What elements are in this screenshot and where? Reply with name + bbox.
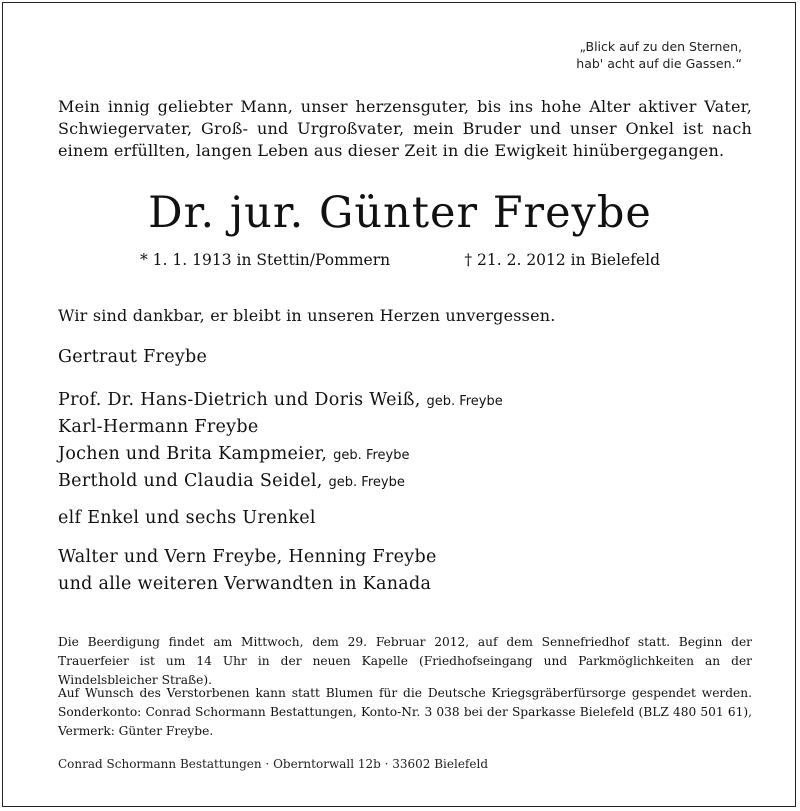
mourner-name: Karl-Hermann Freybe [58, 417, 259, 437]
life-dates [140, 251, 660, 269]
mourner-line [58, 414, 503, 441]
donation-info: Auf Wunsch des Verstorbenen kann statt Blumen für die Deutsche Kriegsgräberfürsorge gespendet werden. Sonderkonto: Conrad Schormann Bestattungen, Konto-Nr. 3 038 bei der Sparkasse Bielefeld (BLZ 480 501 61), Vermerk: Günter Freybe. [58, 686, 752, 738]
spacer [58, 495, 503, 505]
relatives-line-2: und alle weiteren Verwandten in Kanada [58, 574, 432, 594]
spacer [58, 532, 503, 544]
widow-name: Gertraut Freybe [58, 347, 208, 367]
mourner-line [58, 387, 503, 414]
mourners-list [58, 344, 503, 598]
maiden-name-note: geb. Freybe [328, 475, 405, 490]
death-date: † 21. 2. 2012 in Bielefeld [464, 251, 660, 269]
funeral-info: Die Beerdigung findet am Mittwoch, dem 29. Februar 2012, auf dem Sennefriedhof statt. Beginn der Trauerfeier ist um 14 Uhr in der neuen Kapelle (Friedhofseingang und Parkmöglichkeiten an der Windelsbleicher Straße). [58, 635, 752, 687]
maiden-name-note: geb. Freybe [333, 448, 410, 463]
funeral-home-footer: Conrad Schormann Bestattungen · Oberntorwall 12b · 33602 Bielefeld [58, 757, 488, 771]
thanks-text: Wir sind dankbar, er bleibt in unseren Herzen unvergessen. [58, 306, 556, 325]
relatives-line-1: Walter und Vern Freybe, Henning Freybe [58, 547, 437, 567]
mourner-line [58, 441, 503, 468]
grandchildren-line: elf Enkel und sechs Urenkel [58, 508, 316, 528]
mourner-name: Berthold und Claudia Seidel, [58, 471, 323, 491]
motto-quote [576, 38, 742, 72]
motto-line-2: hab' acht auf die Gassen.“ [576, 56, 742, 71]
mourner-name: Jochen und Brita Kampmeier, [58, 444, 328, 464]
motto-line-1: „Blick auf zu den Sternen, [579, 39, 742, 54]
birth-date: * 1. 1. 1913 in Stettin/Pommern [140, 251, 391, 269]
mourner-name: Prof. Dr. Hans-Dietrich und Doris Weiß, [58, 390, 421, 410]
deceased-name: Dr. jur. Günter Freybe [148, 188, 652, 238]
maiden-name-note: geb. Freybe [426, 394, 503, 409]
intro-text: Mein innig geliebter Mann, unser herzensguter, bis ins hohe Alter aktiver Vater, Schwiegervater, Groß- und Urgroßvater, mein Bruder und unser Onkel ist nach einem erfüllten, langen Leben aus dieser Zeit in die Ewigkeit hinübergegangen. [58, 97, 752, 160]
mourner-line [58, 468, 503, 495]
spacer [58, 371, 503, 387]
